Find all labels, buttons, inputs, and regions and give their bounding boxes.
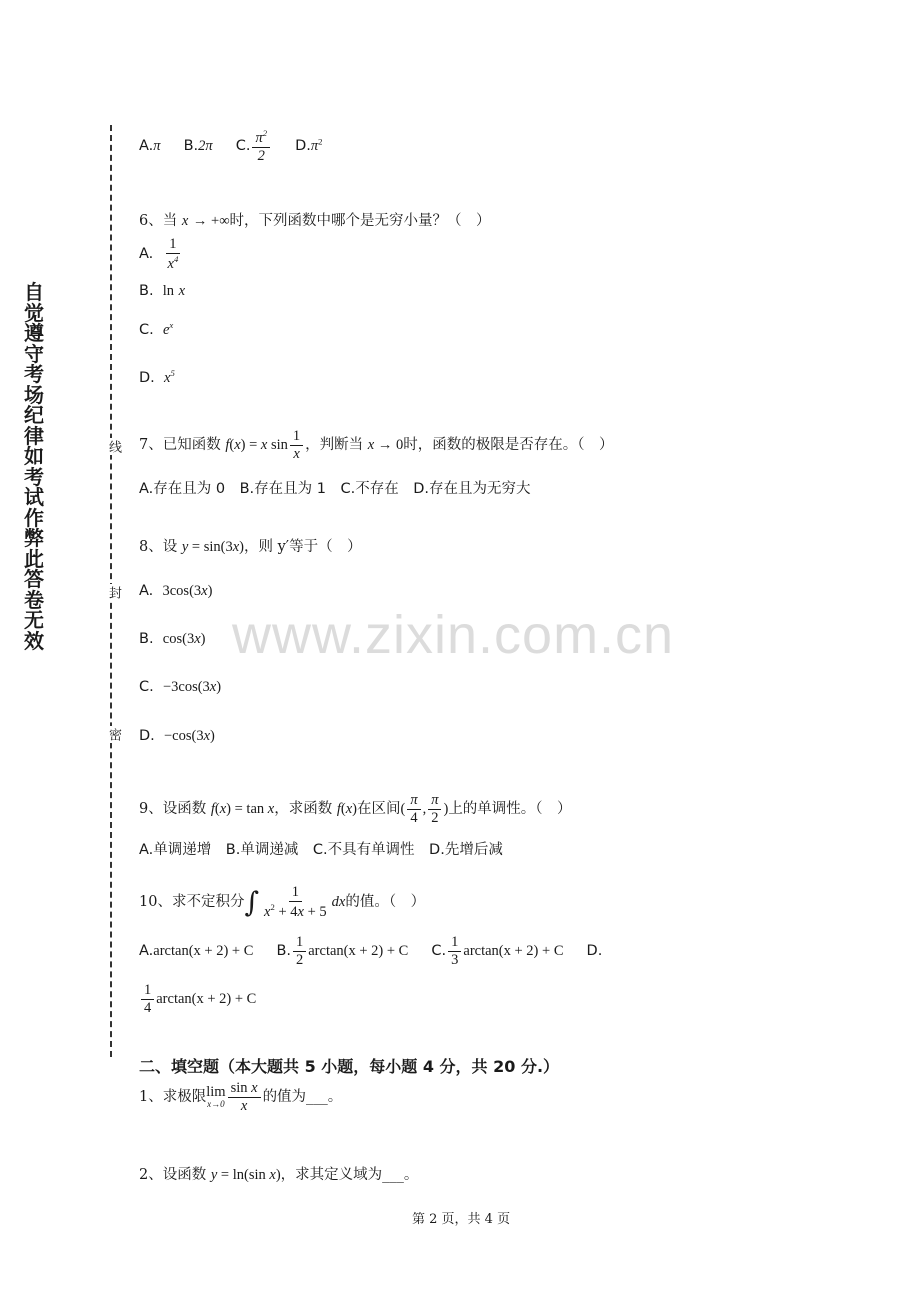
q10-options: A.arctan(x + 2) + C B. $\frac{1}{2}$ arctan(x + 2) + C C. $\frac{1}{3}$ arctan(x + 2) + C D.	[139, 934, 603, 968]
q8-option-a: A. 3cos(3x)	[139, 583, 213, 599]
margin-char: 律	[24, 423, 44, 448]
section-2-title: 二、填空题（本大题共 5 小题，每小题 4 分，共 20 分.）	[139, 1057, 560, 1076]
question-10: 10、求不定积分∫ $\frac{1}{x^2 + 4x + 5}$ dx的值。（ ）	[139, 884, 426, 920]
margin-warning-text	[14, 282, 54, 651]
margin-char: 卷	[24, 587, 44, 612]
fill-question-1: 1、求极限 lim x→0 $\frac{\text{sin x}}{x}$ 的值为___。	[139, 1080, 343, 1114]
q8-option-c: C. −3cos(3x)	[139, 679, 222, 695]
margin-char: 场	[24, 382, 44, 407]
margin-char: 试	[24, 485, 44, 509]
margin-char: 作	[24, 505, 44, 530]
margin-char: 答	[24, 567, 44, 591]
margin-char: 觉	[24, 300, 44, 325]
margin-char: 自	[24, 280, 44, 304]
binding-mark-xian: 线	[106, 440, 121, 453]
binding-mark-feng: 封	[106, 586, 121, 599]
q8-option-b: B. cos(3x)	[139, 631, 206, 647]
binding-mark-mi: 密	[106, 728, 121, 741]
margin-char: 考	[24, 362, 44, 386]
q8-option-d: D. −cos(3x)	[139, 728, 215, 744]
q7-options: A.存在且为 0 B.存在且为 1 C.不存在 D.存在且为无穷大	[139, 481, 531, 497]
q6-option-a: A. $\frac{1}{x^4}$	[139, 236, 179, 272]
question-8: 8、设 y = sin(3x)，则 y′等于（ ）	[139, 539, 362, 555]
margin-char: 如	[24, 444, 44, 468]
margin-char: 遵	[24, 321, 44, 345]
q10-option-d-value: $\frac{1}{4}$ arctan(x + 2) + C	[139, 982, 256, 1016]
margin-char: 纪	[24, 403, 44, 427]
q5-options: A.π B.2π C. $\frac{\pi^2}{2}$ $D.\pi^2$	[139, 128, 323, 164]
q6-option-c: C. $e^x$	[139, 320, 174, 338]
q9-options: A.单调递增 B.单调递减 C.不具有单调性 D.先增后减	[139, 842, 503, 858]
q6-option-b: B. ln x	[139, 283, 186, 299]
page-footer: 第 2 页，共 4 页	[412, 1212, 511, 1227]
question-6: 6、当 x → +∞时，下列函数中哪个是无穷小量？（ ）	[139, 213, 491, 229]
margin-char: 无	[24, 608, 44, 632]
margin-char: 守	[24, 341, 44, 366]
watermark: www.zixin.com.cn	[232, 605, 675, 665]
margin-char: 考	[24, 464, 44, 489]
margin-char: 弊	[24, 526, 44, 550]
margin-char: 效	[24, 628, 44, 653]
q6-option-d: D. $x^5$	[139, 368, 175, 386]
margin-char: 此	[24, 546, 44, 571]
fill-question-2: 2、设函数 y = ln(sin x)，求其定义域为___。	[139, 1167, 419, 1183]
question-9: 9、设函数 f(x) = tan x，求函数 f(x)在区间( $\frac{\pi}{4}$ , $\frac{\pi}{2}$ )上的单调性。（ ）	[139, 792, 572, 826]
question-7: 7、已知函数 f(x) = x sin $\frac{1}{x}$ ，判断当 x → 0时，函数的极限是否存在。（ ）	[139, 428, 614, 462]
